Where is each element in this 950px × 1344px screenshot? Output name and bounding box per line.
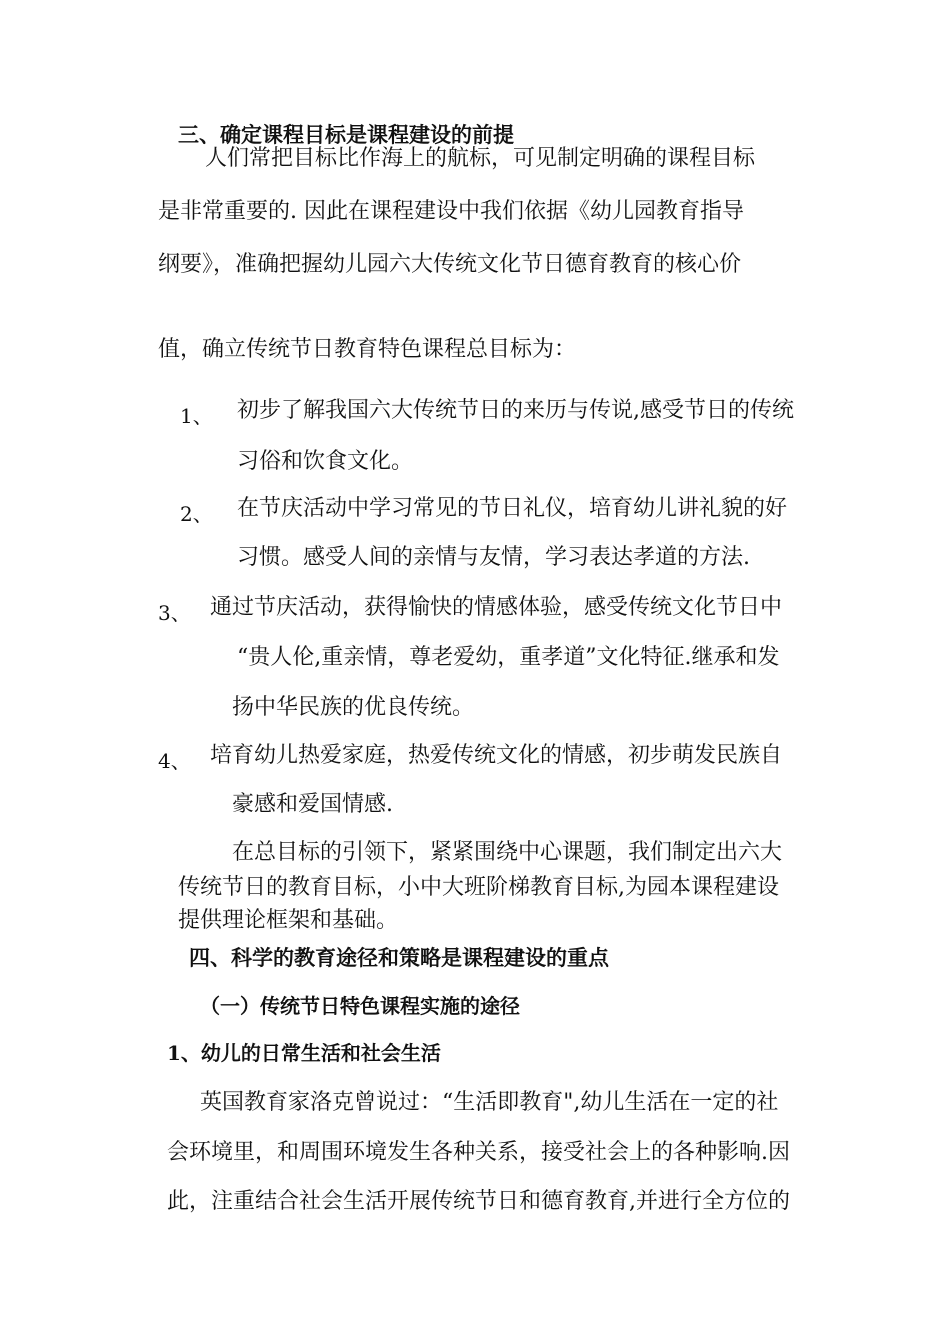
summary-line: 传统节日的教育目标，小中大班阶梯教育目标,为园本课程建设	[178, 875, 779, 900]
section-4-paragraph-line: 英国教育家洛克曾说过：“生活即教育",幼儿生活在一定的社	[200, 1090, 779, 1115]
goal-number: 2、	[180, 502, 213, 526]
goal-line: 通过节庆活动，获得愉快的情感体验，感受传统文化节日中	[210, 595, 783, 620]
goal-number: 3、	[158, 601, 191, 625]
goal-line: 在节庆活动中学习常见的节日礼仪，培育幼儿讲礼貌的好	[237, 496, 788, 521]
section-4-item-heading: 1、幼儿的日常生活和社会生活	[167, 1041, 441, 1065]
goal-line: 培育幼儿热爱家庭，热爱传统文化的情感，初步萌发民族自	[210, 743, 783, 768]
goal-line: 豪感和爱国情感.	[232, 792, 393, 817]
goal-line: “贵人伦,重亲情，尊老爱幼，重孝道”文化特征.继承和发	[237, 645, 780, 670]
section-4-subheading: （一）传统节日特色课程实施的途径	[200, 994, 520, 1018]
section-4-paragraph-line: 此，注重结合社会生活开展传统节日和德育教育,并进行全方位的	[167, 1189, 790, 1214]
goal-line: 扬中华民族的优良传统。	[232, 695, 475, 720]
summary-line: 提供理论框架和基础。	[178, 908, 399, 933]
summary-line: 在总目标的引领下，紧紧围绕中心课题，我们制定出六大	[232, 840, 783, 865]
goal-number: 1、	[180, 404, 213, 428]
section-3-paragraph-line: 纲要》，准确把握幼儿园六大传统文化节日德育教育的核心价	[158, 252, 742, 277]
goal-line: 习俗和饮食文化。	[237, 449, 414, 474]
section-3-heading: 三、确定课程目标是课程建设的前提	[178, 122, 514, 147]
section-4-heading: 四、科学的教育途径和策略是课程建设的重点	[189, 945, 609, 970]
section-3-paragraph-line: 值，确立传统节日教育特色课程总目标为：	[158, 337, 577, 362]
goal-number: 4、	[158, 749, 191, 773]
goal-line: 习惯。感受人间的亲情与友情，学习表达孝道的方法.	[237, 545, 750, 570]
section-4-paragraph-line: 会环境里，和周围环境发生各种关系，接受社会上的各种影响.因	[167, 1140, 790, 1165]
section-3-paragraph-line: 是非常重要的. 因此在课程建设中我们依据《幼儿园教育指导	[158, 199, 744, 224]
goal-line: 初步了解我国六大传统节日的来历与传说,感受节日的传统	[237, 398, 794, 423]
section-3-paragraph-line: 人们常把目标比作海上的航标，可见制定明确的课程目标	[205, 146, 756, 171]
